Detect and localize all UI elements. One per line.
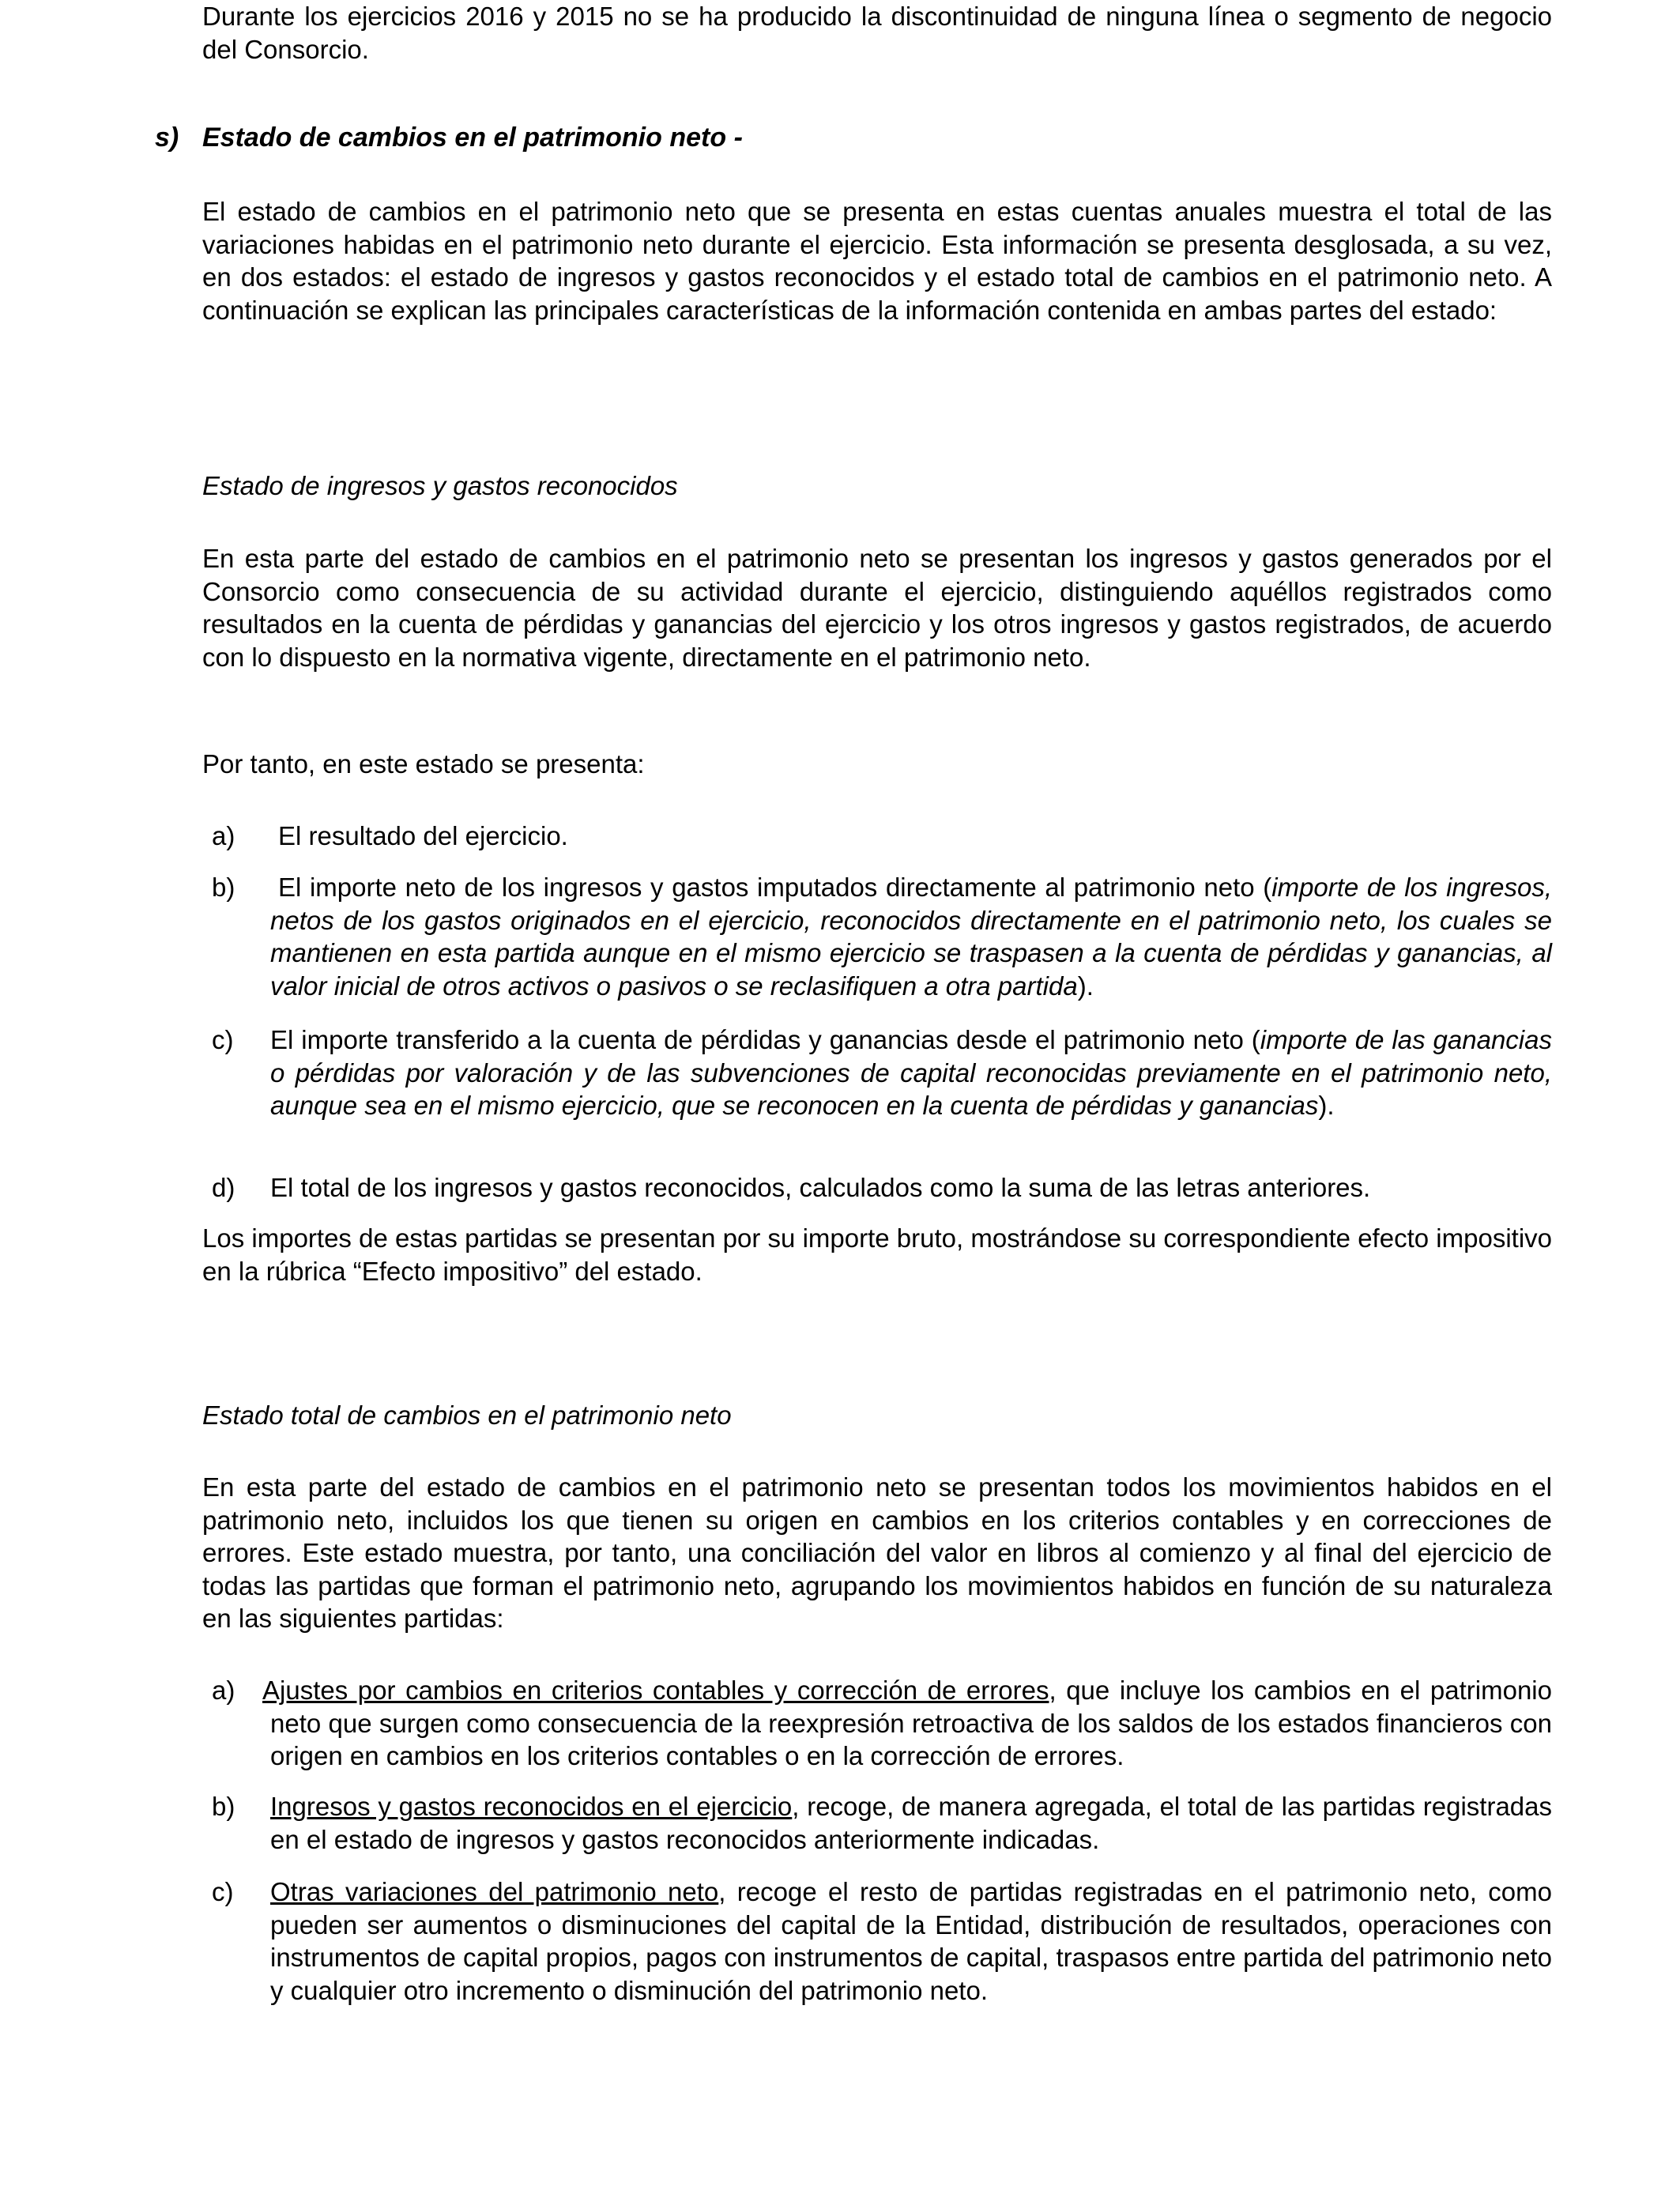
- list-marker: c): [212, 1025, 234, 1054]
- partidas-item-a: [212, 1674, 1552, 1773]
- list-text-underlined: Otras variaciones del patrimonio neto: [270, 1877, 719, 1906]
- ingresos-gastos-lead: Por tanto, en este estado se presenta:: [202, 749, 645, 778]
- list-text: , recoge el resto de partidas registradas en el patrimonio neto, como pueden ser aumentos o disminuciones del capital de la Entidad, distribución de resultados, operaciones con instrumentos de capital propios, pagos con instrumentos de capital, traspasos entre partida del patrimonio neto y cualquier otro incremento o disminución del patrimonio neto.: [270, 1877, 1552, 2005]
- list-item-b: [212, 871, 1552, 1002]
- list-text: El importe neto de los ingresos y gastos imputados directamente al patrimonio neto (: [278, 873, 1272, 902]
- total-cambios-title: Estado total de cambios en el patrimonio neto: [202, 1400, 732, 1430]
- list-text: , recoge, de manera agregada, el total de las partidas registradas en el estado de ingresos y gastos reconocidos anteriormente indicadas.: [270, 1792, 1553, 1854]
- list-marker: d): [212, 1173, 235, 1202]
- list-item-c: [212, 1023, 1552, 1122]
- list-marker: a): [212, 821, 235, 850]
- section-s-heading: [155, 121, 743, 154]
- ingresos-gastos-closing: Los importes de estas partidas se presentan por su importe bruto, mostrándose su correspondiente efecto impositivo en la rúbrica “Efecto impositivo” del estado.: [202, 1223, 1552, 1286]
- list-text: El importe transferido a la cuenta de pérdidas y ganancias desde el patrimonio neto (: [270, 1025, 1260, 1054]
- list-text-italic: importe de los ingresos, netos de los gastos originados en el ejercicio, reconocidos directamente en el patrimonio neto, los cuales se mantienen en esta partida aunque en el mismo ejercicio se traspasen a la cuenta de pérdidas y ganancias, al valor inicial de otros activos o pasivos o se reclasifiquen a otra partida: [270, 873, 1552, 1001]
- list-text-italic: importe de las ganancias o pérdidas por valoración y de las subvenciones de capital reconocidas previamente en el patrimonio neto, aunque sea en el mismo ejercicio, que se reconocen en la cuenta de pérdidas y ganancias: [270, 1025, 1552, 1120]
- ingresos-gastos-paragraph: En esta parte del estado de cambios en el patrimonio neto se presentan los ingresos y gastos generados por el Consorcio como consecuencia de su actividad durante el ejercicio, distinguiendo aquéllos registrados como resultados en la cuenta de pérdidas y ganancias del ejercicio y los otros ingresos y gastos registrados, de acuerdo con lo dispuesto en la normativa vigente, directamente en el patrimonio neto.: [202, 544, 1552, 672]
- list-item-a: [212, 820, 1552, 853]
- list-text-tail: ).: [1077, 971, 1094, 1001]
- list-text-underlined: Ajustes por cambios en criterios contables y corrección de errores: [262, 1676, 1049, 1705]
- list-marker: b): [212, 1792, 235, 1821]
- list-marker: b): [212, 873, 235, 902]
- list-item-d: [212, 1171, 1552, 1204]
- partidas-item-c: [212, 1875, 1552, 2007]
- section-s-marker: s): [155, 123, 179, 153]
- partidas-item-b: [212, 1790, 1552, 1856]
- list-text: El resultado del ejercicio.: [278, 821, 568, 850]
- list-text: , que incluye los cambios en el patrimonio neto que surgen como consecuencia de la reexpresión retroactiva de los saldos de los estados financieros con origen en cambios en los criterios contables o en la corrección de errores.: [270, 1676, 1552, 1770]
- section-s-title: Estado de cambios en el patrimonio neto -: [202, 123, 743, 153]
- list-marker: c): [212, 1877, 234, 1906]
- ingresos-gastos-title: Estado de ingresos y gastos reconocidos: [202, 471, 678, 500]
- intro-paragraph: Durante los ejercicios 2016 y 2015 no se ha producido la discontinuidad de ninguna línea o segmento de negocio del Consorcio.: [202, 2, 1552, 64]
- list-text-underlined: Ingresos y gastos reconocidos en el ejercicio: [270, 1792, 793, 1821]
- section-s-paragraph: El estado de cambios en el patrimonio neto que se presenta en estas cuentas anuales muestra el total de las variaciones habidas en el patrimonio neto durante el ejercicio. Esta información se presenta desglosada, a su vez, en dos estados: el estado de ingresos y gastos reconocidos y el estado total de cambios en el patrimonio neto. A continuación se explican las principales características de la información contenida en ambas partes del estado:: [202, 197, 1552, 325]
- list-marker: a): [212, 1676, 235, 1705]
- list-text-tail: ).: [1318, 1091, 1335, 1120]
- list-text: El total de los ingresos y gastos reconocidos, calculados como la suma de las letras anteriores.: [270, 1173, 1371, 1202]
- total-cambios-paragraph: En esta parte del estado de cambios en el patrimonio neto se presentan todos los movimientos habidos en el patrimonio neto, incluidos los que tienen su origen en cambios en los criterios contables y en correcciones de errores. Este estado muestra, por tanto, una conciliación del valor en libros al comienzo y al final del ejercicio de todas las partidas que forman el patrimonio neto, agrupando los movimientos habidos en función de su naturaleza en las siguientes partidas:: [202, 1472, 1552, 1633]
